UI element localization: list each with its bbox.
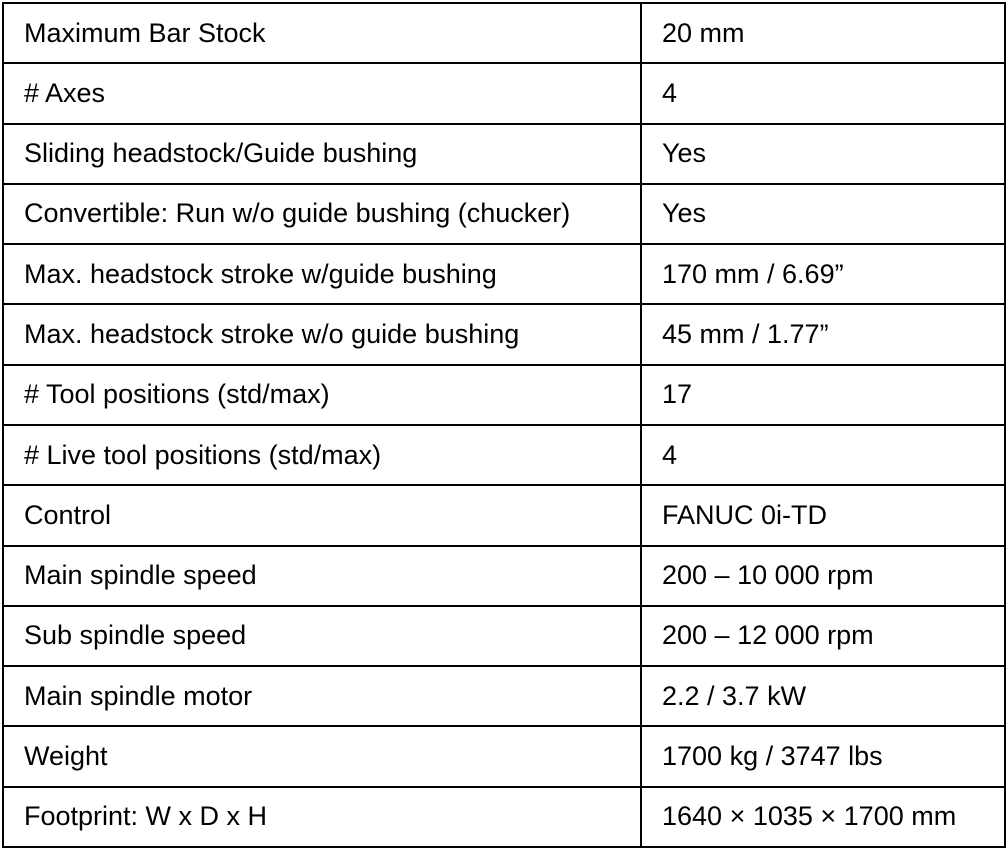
spec-value: 45 mm / 1.77” xyxy=(641,304,1005,364)
spec-value: 4 xyxy=(641,425,1005,485)
spec-row-sliding-headstock xyxy=(3,124,1005,184)
spec-row-footprint xyxy=(3,787,1005,847)
spec-label: Sub spindle speed xyxy=(3,606,641,666)
spec-label: # Tool positions (std/max) xyxy=(3,365,641,425)
spec-table xyxy=(2,2,1006,848)
spec-row-tool-positions xyxy=(3,365,1005,425)
spec-label: Convertible: Run w/o guide bushing (chucker) xyxy=(3,184,641,244)
spec-table-body xyxy=(3,3,1005,847)
spec-value: 2.2 / 3.7 kW xyxy=(641,666,1005,726)
spec-value: 4 xyxy=(641,63,1005,123)
spec-row-convertible xyxy=(3,184,1005,244)
spec-value: Yes xyxy=(641,184,1005,244)
spec-row-control xyxy=(3,485,1005,545)
spec-value: 170 mm / 6.69” xyxy=(641,244,1005,304)
spec-label: # Live tool positions (std/max) xyxy=(3,425,641,485)
spec-row-weight xyxy=(3,726,1005,786)
spec-value: 1640 × 1035 × 1700 mm xyxy=(641,787,1005,847)
spec-row-live-tool-positions xyxy=(3,425,1005,485)
spec-row-sub-spindle-speed xyxy=(3,606,1005,666)
spec-row-stroke-with-bushing xyxy=(3,244,1005,304)
spec-value: 200 – 12 000 rpm xyxy=(641,606,1005,666)
spec-label: Maximum Bar Stock xyxy=(3,3,641,63)
spec-row-axes xyxy=(3,63,1005,123)
spec-label: Control xyxy=(3,485,641,545)
spec-label: Max. headstock stroke w/guide bushing xyxy=(3,244,641,304)
spec-row-max-bar-stock xyxy=(3,3,1005,63)
spec-value: 1700 kg / 3747 lbs xyxy=(641,726,1005,786)
spec-value: 200 – 10 000 rpm xyxy=(641,546,1005,606)
spec-label: # Axes xyxy=(3,63,641,123)
spec-value: 20 mm xyxy=(641,3,1005,63)
spec-row-main-spindle-motor xyxy=(3,666,1005,726)
spec-row-main-spindle-speed xyxy=(3,546,1005,606)
spec-label: Main spindle motor xyxy=(3,666,641,726)
spec-label: Footprint: W x D x H xyxy=(3,787,641,847)
spec-label: Sliding headstock/Guide bushing xyxy=(3,124,641,184)
spec-row-stroke-without-bushing xyxy=(3,304,1005,364)
spec-label: Weight xyxy=(3,726,641,786)
spec-label: Max. headstock stroke w/o guide bushing xyxy=(3,304,641,364)
spec-label: Main spindle speed xyxy=(3,546,641,606)
spec-value: Yes xyxy=(641,124,1005,184)
spec-value: 17 xyxy=(641,365,1005,425)
spec-value: FANUC 0i-TD xyxy=(641,485,1005,545)
